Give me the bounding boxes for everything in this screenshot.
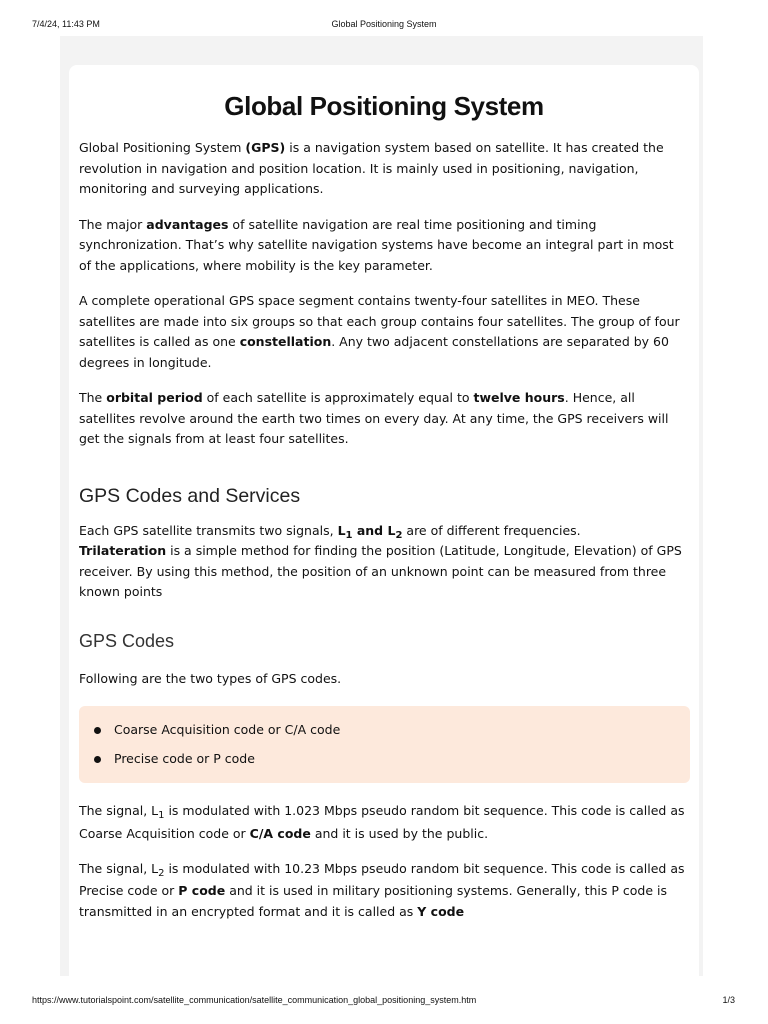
codes-intro-paragraph: Following are the two types of GPS codes. xyxy=(79,670,342,686)
ca-code-paragraph: The signal, $L_1$ is modulated with 1.023 Mbps pseudo random bit sequence. This code is called as Coarse Acquisition code or C/A code and it is used by the public. xyxy=(79,803,685,841)
bullet-icon xyxy=(94,756,101,763)
print-page-number: 1/3 xyxy=(722,995,735,1005)
print-url: https://www.tutorialspoint.com/satellite_communication/satellite_communication_global_positioning_system.htm xyxy=(32,995,477,1005)
p-code-paragraph: The signal, $L_2$ is modulated with 10.23 Mbps pseudo random bit sequence. This code is called as Precise code or P code and it is used in military positioning systems. Generally, this P code is transmitted in an encrypted format and it is called as Y code xyxy=(79,861,685,919)
page-title: Global Positioning System xyxy=(224,91,544,121)
codes-list-box: Coarse Acquisition code or C/A code Precise code or P code xyxy=(79,706,690,783)
signals-paragraph: Each GPS satellite transmits two signals, $L_1$ and $L_2$ are of different frequencies. Trilateration is a simple method for finding the position (Latitude, Longitude, Elevation) of GPS receiver. By using this method, the position of an unknown point can be measured from three known points xyxy=(79,522,682,599)
bullet-icon xyxy=(94,727,101,734)
print-page-title: Global Positioning System xyxy=(331,19,437,29)
print-datetime: 7/4/24, 11:43 PM xyxy=(32,19,100,29)
constellation-paragraph: A complete operational GPS space segment contains twenty-four satellites in MEO. These satellites are made into six groups so that each group contains four satellites. The group of four satellites is called as one constellation. Any two adjacent constellations are separated by 60 degrees in longitude. xyxy=(79,293,680,370)
orbital-period-paragraph: The orbital period of each satellite is approximately equal to twelve hours. Hence, all satellites revolve around the earth two times on every day. At any time, the GPS receivers will get the signals from at least four satellites. xyxy=(79,390,669,446)
section-heading-gps-codes: GPS Codes xyxy=(79,630,175,651)
section-heading-codes-services: GPS Codes and Services xyxy=(79,484,301,507)
advantages-paragraph: The major advantages of satellite navigation are real time positioning and timing synchronization. That’s why satellite navigation systems have become an integral part in most of the applications, where mobility is the key parameter. xyxy=(79,216,674,273)
intro-paragraph: Global Positioning System (GPS) is a navigation system based on satellite. It has created the revolution in navigation and position location. It is mainly used in positioning, navigation, monitoring and surveying applications. xyxy=(79,140,664,196)
article-content xyxy=(79,86,689,923)
